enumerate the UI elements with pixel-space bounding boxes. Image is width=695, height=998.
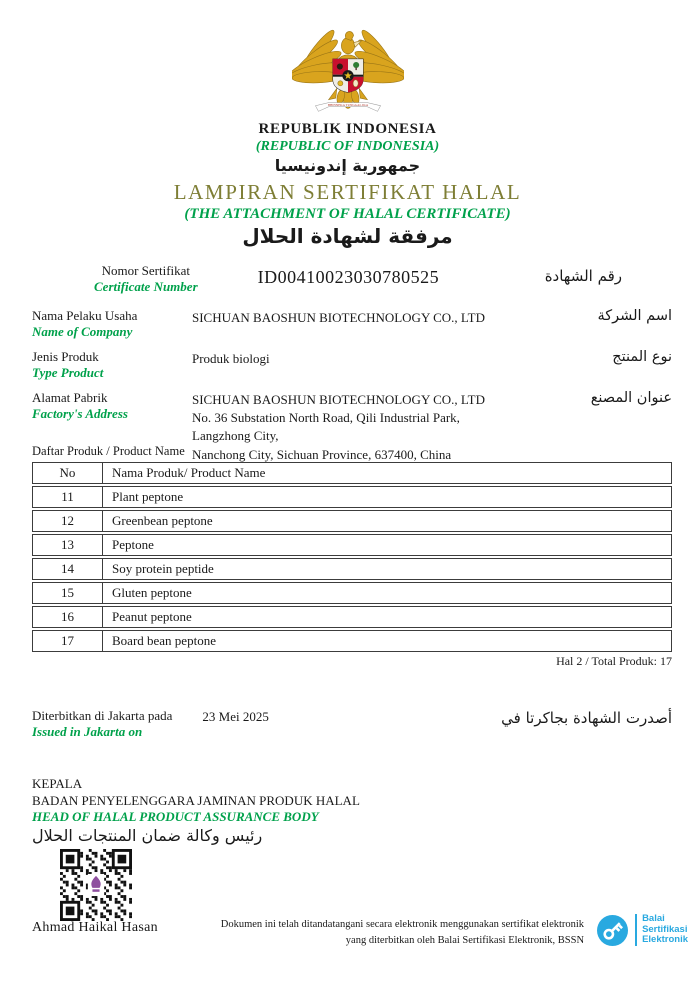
- issued-row: [32, 708, 672, 740]
- emblem-motto-text: BHINNEKA TUNGGAL IKA: [327, 103, 368, 108]
- product-name: Plant peptone: [112, 489, 184, 504]
- garuda-pancasila-emblem-icon: [292, 14, 404, 116]
- product-type-label-ar: نوع المنتج: [612, 349, 672, 365]
- product-no: 17: [33, 631, 103, 651]
- company-name-value: SICHUAN BAOSHUN BIOTECHNOLOGY CO., LTD: [192, 310, 485, 325]
- product-no: 13: [33, 535, 103, 555]
- key-icon: [597, 915, 628, 946]
- product-type-row: [32, 349, 672, 381]
- document-title-en: (THE ATTACHMENT OF HALAL CERTIFICATE): [184, 206, 511, 222]
- company-name-label-id: Nama Pelaku Usaha: [32, 308, 138, 323]
- issued-label-id: Diterbitkan di Jakarta pada: [32, 708, 173, 723]
- product-list-title: Daftar Produk / Product Name: [32, 444, 185, 458]
- product-no: 15: [33, 583, 103, 603]
- product-name: Peptone: [112, 537, 154, 552]
- signatory-title-id-2: BADAN PENYELENGGARA JAMINAN PRODUK HALAL: [32, 792, 360, 808]
- product-type-label: [32, 349, 192, 381]
- table-row: [32, 486, 672, 508]
- table-row: [32, 558, 672, 580]
- bse-logo-text: [642, 914, 688, 946]
- signatory-title-ar: رئيس وكالة ضمان المنتجات الحلال: [32, 825, 263, 845]
- bottom-row: [32, 910, 688, 949]
- certificate-number-label-ar: رقم الشهادة: [544, 267, 622, 285]
- factory-address-line3: Nanchong City, Sichuan Province, 637400, China: [192, 446, 452, 462]
- table-row: [32, 606, 672, 628]
- bse-logo: [597, 910, 688, 946]
- issued-label: [32, 708, 172, 740]
- country-name-ar: جمهورية إندونيسيا: [274, 156, 421, 175]
- product-name: Greenbean peptone: [112, 513, 213, 528]
- factory-address-line1: SICHUAN BAOSHUN BIOTECHNOLOGY CO., LTD: [192, 392, 485, 407]
- certificate-number-label-id: Nomor Sertifikat: [101, 263, 191, 278]
- document-title-ar: مرفقة لشهادة الحلال: [242, 224, 453, 248]
- product-no: 14: [33, 559, 103, 579]
- country-name-id: REPUBLIK INDONESIA: [258, 121, 437, 137]
- product-name: Board bean peptone: [112, 633, 216, 648]
- disclaimer-line1: Dokumen ini telah ditandatangani secara elektronik menggunakan sertifikat elektronik: [220, 919, 585, 930]
- signatory-title-id-1: KEPALA: [32, 776, 83, 791]
- certificate-number-row: [32, 263, 672, 295]
- product-no: 16: [33, 607, 103, 627]
- product-no: 12: [33, 511, 103, 531]
- page-total-note: Hal 2 / Total Produk: 17: [556, 654, 672, 668]
- product-name: Peanut peptone: [112, 609, 192, 624]
- product-type-label-en: Type Product: [32, 365, 104, 380]
- table-row: [32, 534, 672, 556]
- product-name: Gluten peptone: [112, 585, 192, 600]
- signatory-block: [32, 776, 672, 921]
- factory-address-label: [32, 390, 192, 422]
- table-row: [32, 630, 672, 652]
- certificate-number-label-en: Certificate Number: [94, 279, 198, 294]
- document-title-id: LAMPIRAN SERTIFIKAT HALAL: [173, 180, 522, 204]
- product-type-label-id: Jenis Produk: [32, 349, 99, 364]
- disclaimer-line2: yang diterbitkan oleh Balai Sertifikasi Elektronik, BSSN: [345, 934, 585, 946]
- document-header: [0, 14, 695, 248]
- factory-address-label-ar: عنوان المصنع: [590, 390, 672, 406]
- column-header-no: No: [33, 463, 103, 483]
- company-name-label-en: Name of Company: [32, 324, 133, 339]
- bse-text-line3: Elektronik: [642, 934, 688, 946]
- signatory-name: Ahmad Haikal Hasan: [32, 920, 158, 935]
- bse-logo-divider: [635, 914, 637, 946]
- issued-label-en: Issued in Jakarta on: [32, 724, 143, 739]
- emblem-motto-ribbon: [315, 103, 380, 112]
- factory-address-label-en: Factory's Address: [32, 406, 128, 421]
- product-name: Soy protein peptide: [112, 561, 214, 576]
- certificate-number-value: ID00410023030780525: [257, 267, 440, 287]
- factory-address-line2: No. 36 Substation North Road, Qili Industrial Park, Langzhong City,: [192, 410, 460, 444]
- table-row: [32, 582, 672, 604]
- product-no: 11: [33, 487, 103, 507]
- company-name-row: [32, 308, 672, 340]
- product-list-section: [32, 444, 672, 669]
- company-name-label-ar: اسم الشركة: [597, 308, 672, 324]
- issued-label-ar: أصدرت الشهادة بجاكرتا في: [501, 709, 672, 727]
- bse-text-line1: Balai: [642, 913, 665, 925]
- table-header-row: [32, 462, 672, 484]
- country-name-en: (REPUBLIC OF INDONESIA): [255, 139, 440, 154]
- electronic-signature-disclaimer: [221, 910, 584, 949]
- column-header-name: Nama Produk/ Product Name: [112, 465, 266, 480]
- company-name-label: [32, 308, 192, 340]
- bse-text-line2: Sertifikasi: [642, 923, 688, 935]
- table-row: [32, 510, 672, 532]
- signatory-title-en: HEAD OF HALAL PRODUCT ASSURANCE BODY: [32, 809, 319, 825]
- certificate-number-label: [94, 263, 198, 295]
- product-type-value: Produk biologi: [192, 351, 270, 366]
- factory-address-label-id: Alamat Pabrik: [32, 390, 108, 405]
- issued-date: 23 Mei 2025: [202, 709, 269, 724]
